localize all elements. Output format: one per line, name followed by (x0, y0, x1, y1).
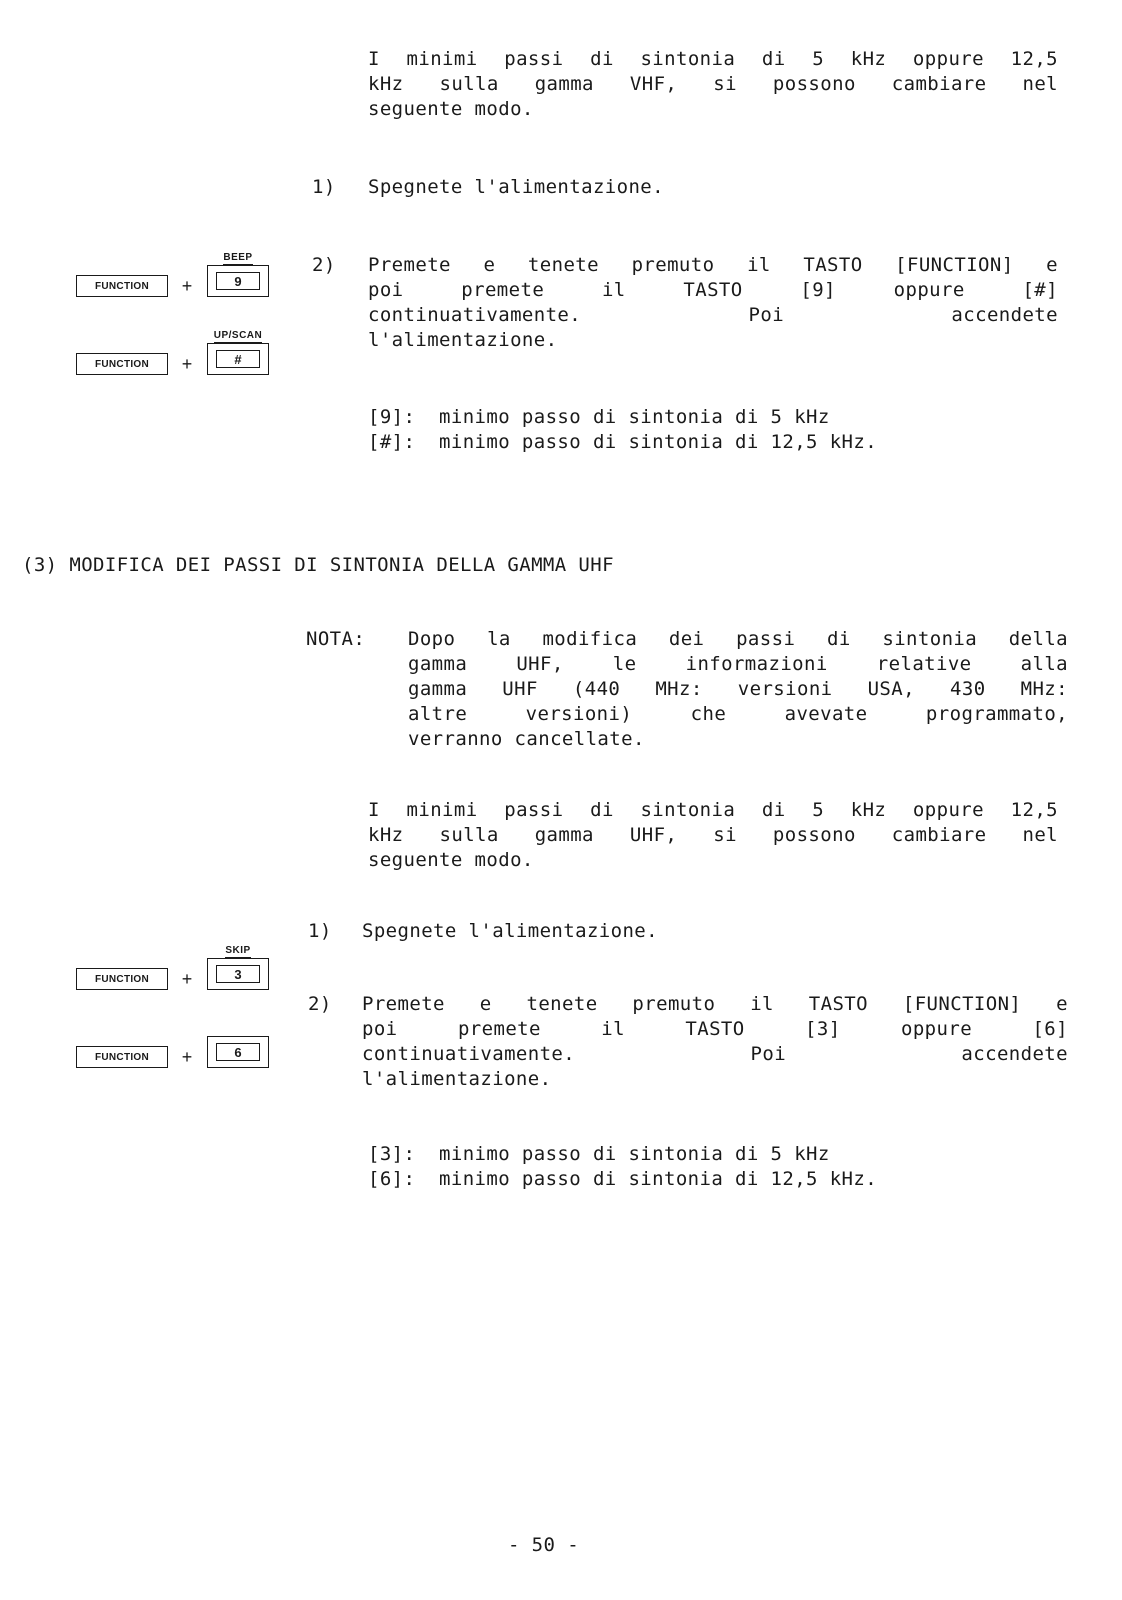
upscan-key-label: UP/SCAN (213, 330, 263, 341)
vhf-step2-line-4: l'alimentazione. (368, 329, 558, 351)
function-key: FUNCTION (76, 968, 168, 990)
function-key: FUNCTION (76, 1046, 168, 1068)
uhf-intro-line-3: seguente modo. (368, 849, 534, 871)
nota-label: NOTA: (306, 628, 366, 650)
uhf-intro-line-1: I minimi passi di sintonia di 5 kHz oppure 12,5 (368, 799, 1058, 821)
uhf-intro-line-2: kHz sulla gamma UHF, si possono cambiare nel (368, 824, 1058, 846)
vhf-intro-line-2: kHz sulla gamma VHF, si possono cambiare nel (368, 73, 1058, 95)
vhf-result-9: [9]: minimo passo di sintonia di 5 kHz (368, 406, 830, 428)
uhf-key-combo-6 (76, 1036, 270, 1068)
uhf-step1-number: 1) (308, 920, 332, 942)
page-number: - 50 - (508, 1534, 580, 1556)
vhf-step1-number: 1) (312, 176, 336, 198)
vhf-step2-line-3: continuativamente. Poi accendete (368, 304, 1058, 326)
key-hash: # (207, 343, 269, 375)
uhf-step1-text: Spegnete l'alimentazione. (362, 920, 658, 942)
nota-line-3: gamma UHF (440 MHz: versioni USA, 430 MHz: (408, 678, 1068, 700)
uhf-step2-line-3: continuativamente. Poi accendete (362, 1043, 1068, 1065)
uhf-key-combo-skip (76, 945, 270, 990)
uhf-step2-line-1: Premete e tenete premuto il TASTO [FUNCTION] e (362, 993, 1068, 1015)
vhf-key-combo-beep (76, 252, 270, 297)
vhf-step1-text: Spegnete l'alimentazione. (368, 176, 664, 198)
uhf-step2-line-2: poi premete il TASTO [3] oppure [6] (362, 1018, 1068, 1040)
uhf-section-heading: (3) MODIFICA DEI PASSI DI SINTONIA DELLA GAMMA UHF (22, 554, 614, 576)
plus-sign: + (181, 354, 193, 374)
plus-sign: + (181, 969, 193, 989)
nota-line-2: gamma UHF, le informazioni relative alla (408, 653, 1068, 675)
beep-key-label: BEEP (223, 252, 253, 263)
plus-sign: + (181, 1047, 193, 1067)
vhf-key-combo-upscan (76, 330, 270, 375)
nota-line-5: verranno cancellate. (408, 728, 645, 750)
nota-line-1: Dopo la modifica dei passi di sintonia della (408, 628, 1068, 650)
key-3: 3 (207, 958, 269, 990)
skip-key-label: SKIP (225, 945, 251, 956)
uhf-result-6: [6]: minimo passo di sintonia di 12,5 kHz. (368, 1168, 878, 1190)
vhf-step2-number: 2) (312, 254, 336, 276)
vhf-intro-line-1: I minimi passi di sintonia di 5 kHz oppure 12,5 (368, 48, 1058, 70)
function-key: FUNCTION (76, 275, 168, 297)
vhf-step2-line-1: Premete e tenete premuto il TASTO [FUNCTION] e (368, 254, 1058, 276)
key-9: 9 (207, 265, 269, 297)
plus-sign: + (181, 276, 193, 296)
nota-line-4: altre versioni) che avevate programmato, (408, 703, 1068, 725)
vhf-step2-line-2: poi premete il TASTO [9] oppure [#] (368, 279, 1058, 301)
function-key: FUNCTION (76, 353, 168, 375)
uhf-step2-number: 2) (308, 993, 332, 1015)
vhf-intro-line-3: seguente modo. (368, 98, 534, 120)
uhf-step2-line-4: l'alimentazione. (362, 1068, 552, 1090)
uhf-result-3: [3]: minimo passo di sintonia di 5 kHz (368, 1143, 830, 1165)
key-6: 6 (207, 1036, 269, 1068)
vhf-result-hash: [#]: minimo passo di sintonia di 12,5 kHz. (368, 431, 878, 453)
